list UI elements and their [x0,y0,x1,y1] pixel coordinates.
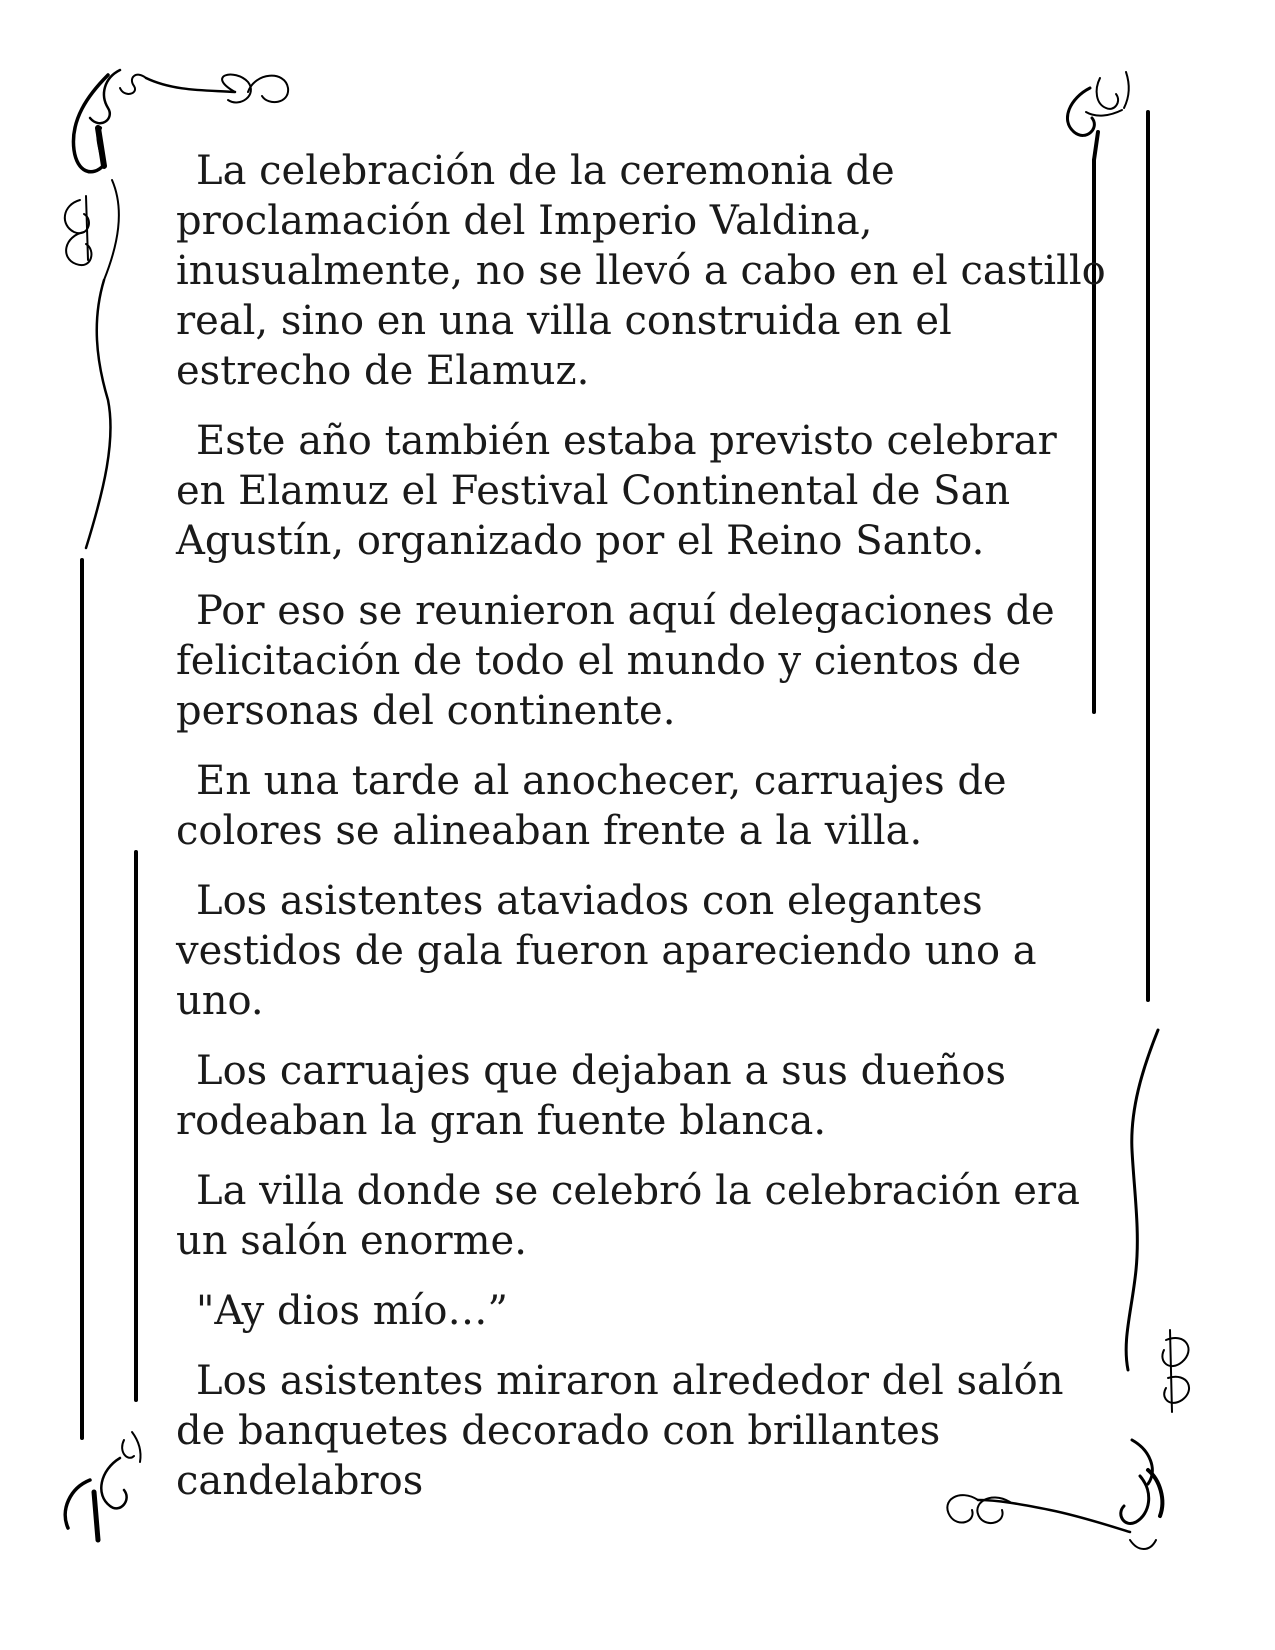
dialogue-line: "Ay dios mío…” [196,1288,508,1334]
paragraph: Los asistentes miraron alrededor del salón de banquetes decorado con brillantes candelabros [176,1358,1064,1504]
paragraph: Los asistentes ataviados con elegantes vestidos de gala fueron apareciendo uno a uno. [176,878,1037,1024]
paragraph: Este año también estaba previsto celebrar en Elamuz el Festival Continental de San Agustín, organizado por el Reino Santo. [176,418,1057,564]
paragraph: Por eso se reunieron aquí delegaciones de felicitación de todo el mundo y cientos de personas del continente. [176,588,1055,734]
paragraph: En una tarde al anochecer, carruajes de colores se alineaban frente a la villa. [176,758,1007,854]
paragraph: Los carruajes que dejaban a sus dueños rodeaban la gran fuente blanca. [176,1048,1007,1144]
story-text [176,146,1111,1526]
right-flourish-icon [1126,1030,1189,1484]
bottom-left-flourish-icon [65,1432,140,1540]
paragraph: La villa donde se celebró la celebración era un salón enorme. [176,1168,1080,1264]
paragraph: La celebración de la ceremonia de proclamación del Imperio Valdina, inusualmente, no se llevó a cabo en el castillo real, sino en una villa construida en el estrecho de Elamuz. [176,148,1106,394]
